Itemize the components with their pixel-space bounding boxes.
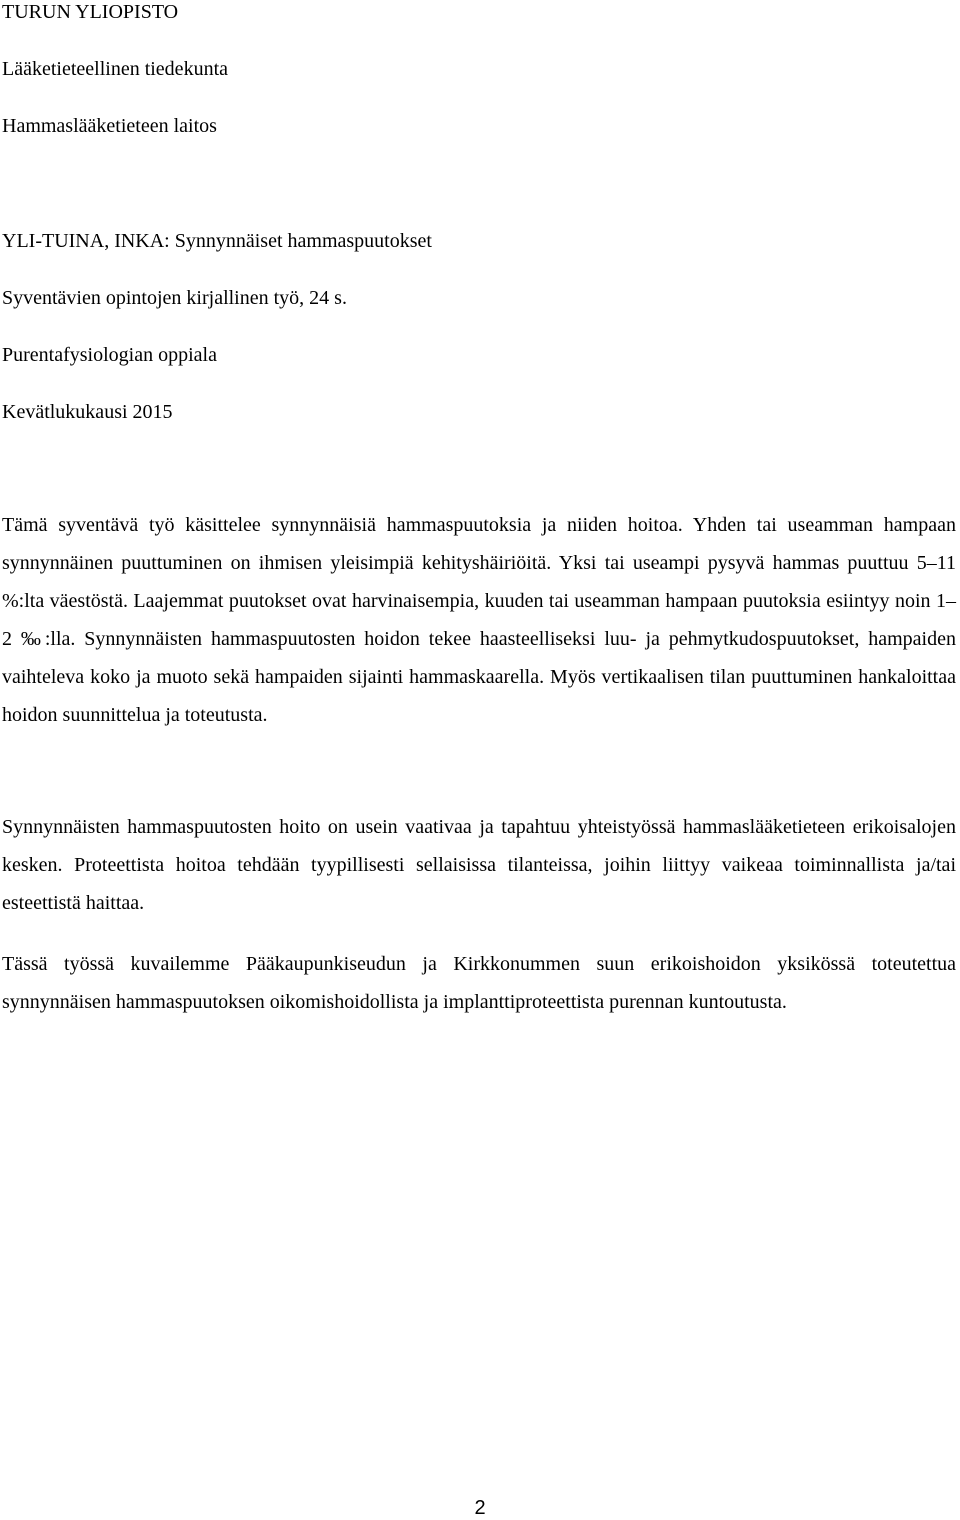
thesis-unit: Purentafysiologian oppiala [2,344,217,366]
thesis-term: Kevätlukukausi 2015 [2,401,173,423]
university-name: TURUN YLIOPISTO [2,1,179,23]
department-name: Hammaslääketieteen laitos [2,115,217,137]
thesis-author-title: YLI-TUINA, INKA: Synnynnäiset hammaspuutokset [2,230,432,252]
abstract-paragraph-2: Synnynnäisten hammaspuutosten hoito on usein vaativaa ja tapahtuu yhteistyössä hammaslääketieteen erikoisalojen kesken. Proteettista hoitoa tehdään tyypillisesti sellaisissa tilanteissa, joihin liittyy vaikeaa toiminnallista ja/tai esteettistä haittaa. [2,816,956,914]
abstract-paragraph-1: Tämä syventävä työ käsittelee synnynnäisiä hammaspuutoksia ja niiden hoitoa. Yhden tai useamman hampaan synnynnäinen puuttuminen on ihmisen yleisimpiä kehityshäiriöitä. Yksi tai useampi pysyvä hammas puuttuu 5–11 %:lta väestöstä. Laajemmat puutokset ovat harvinaisempia, kuuden tai useamman hampaan puutoksia esiintyy noin 1–2 ‰:lla. Synnynnäisten hammaspuutosten hoidon tekee haasteelliseksi luu- ja pehmytkudospuutokset, hampaiden vaihteleva koko ja muoto sekä hampaiden sijainti hammaskaarella. Myös vertikaalisen tilan puuttuminen hankaloittaa hoidon suunnittelua ja toteutusta. [2,514,956,726]
thesis-work-type: Syventävien opintojen kirjallinen työ, 24 s. [2,287,347,309]
faculty-name: Lääketieteellinen tiedekunta [2,58,228,80]
abstract-paragraph-3: Tässä työssä kuvailemme Pääkaupunkiseudun ja Kirkkonummen suun erikoishoidon yksikössä toteutettua synnynnäisen hammaspuutoksen oikomishoidollista ja implanttiproteettista purennan kuntoutusta. [2,953,956,1013]
page-number: 2 [474,1497,486,1519]
